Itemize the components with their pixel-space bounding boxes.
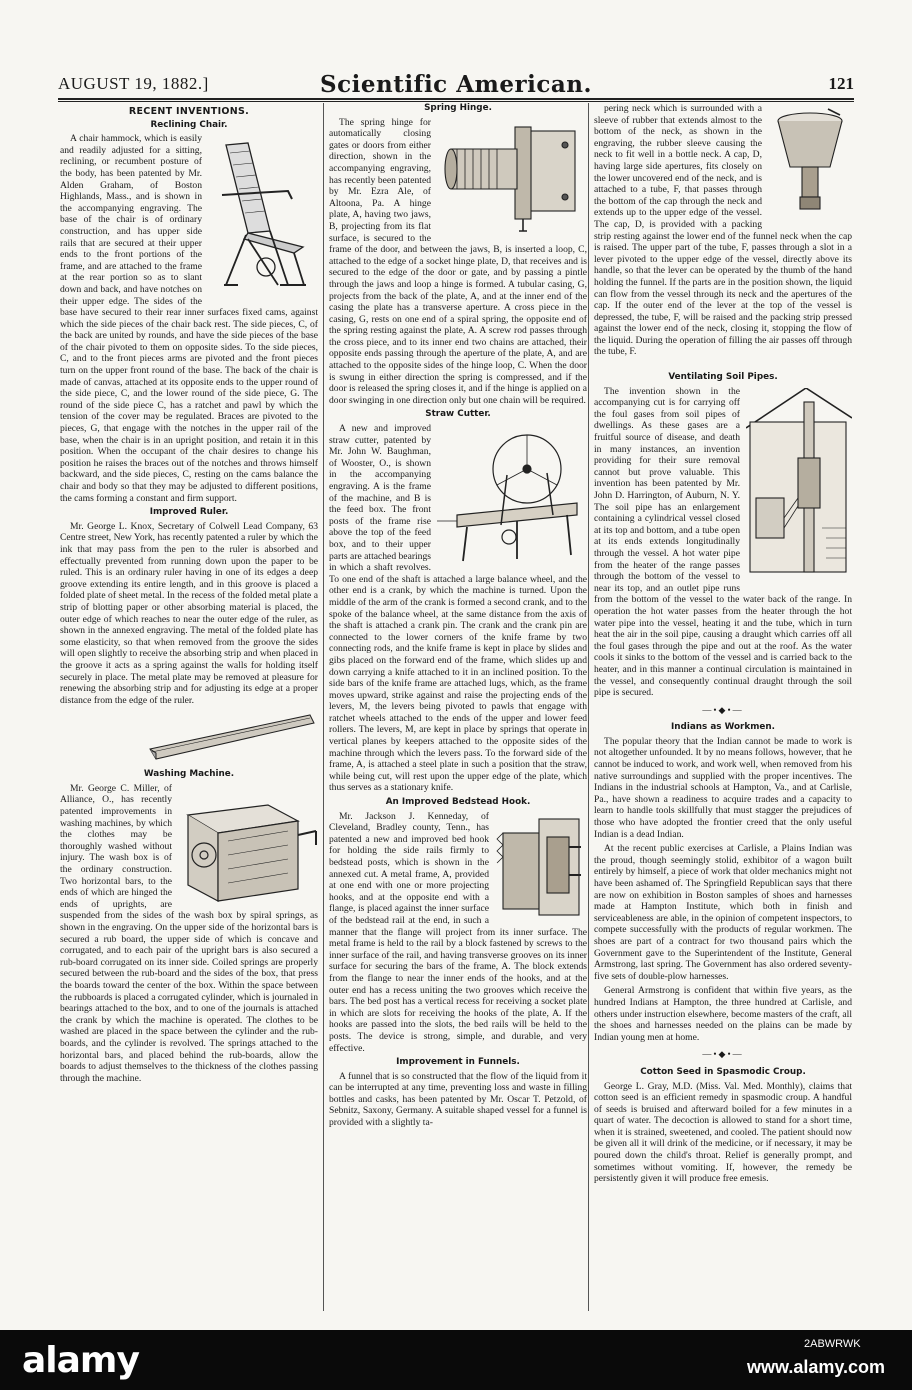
ruler-illustration bbox=[60, 709, 318, 765]
article-body: At the recent public exercises at Carlisle, a Plains Indian was the proud, though seemingly stolid, exhibitor of a wagon built entirely by himself, a piece of work that older mechanics might not have been ashamed of. The Springfield Republican says that there are now on exhibition in Boston samples of shoes and harnesses made at Hampton Institute, which both in finish and serviceableness are able, in the opinion of competent inspectors, to compete successfully with the products of regular workmen. The shoes are part of a contract for two thousand pairs which the Government gave to the Superintendent of the Institute, General Armstrong, last spring. The Government has also ordered seventy-five sets of double-plow harnesses. bbox=[594, 843, 852, 982]
page-header bbox=[58, 71, 854, 98]
article-title: Indians as Workmen. bbox=[671, 722, 775, 733]
column-divider bbox=[323, 103, 324, 1311]
reclining-chair-illustration bbox=[208, 135, 318, 293]
article-body: A chair hammock, which is easily and readily adjusted for a sitting, reclining, or recumbent posture of the body, has been patented by Mr. Alden Graham, of Boston Highlands, Mass., and is shown in the accompanying engraving. The base of the chair is of ordinary construction, and has upper side rails that are secured at their upper ends to the front portions of the frame, and are attached to the frame at the rear portion so as to slant down and back, and have notches on their upper edge. The sides of the base have secured to their rear inner surfaces fixed cams, against which the side pieces of the chair back rest. The side pieces, C, of the back are united by rounds, and have the side pieces of the base of the chair pivoted to them on opposite sides. To the side pieces, C, and to the front pieces arms are pivoted and the front pieces turn on the upper front round of the base. The back of the chair is made of canvas, attached at its opposite ends to the upper round of the side piece, C, and the lower round of the side piece, G. The round of the side piece C, has a ratchet and pawl by which the tension of the cover may be regulated. Braces are pivoted to the pieces, G, that engage with the notches in the upper rail of the base, when the chair is in an upright position, and retain it in this position. When the occupant of the chair desires to change his position he raises the braces out of the notches and throws himself backward, and the side pieces, C, resting on the cams balance the chair and body so that they may be adjusted to different positions, the cams forming a constant and firm support. bbox=[60, 133, 318, 504]
column-2 bbox=[329, 103, 587, 1313]
article-body: The invention shown in the accompanying cut is for carrying off the foul gases from soil pipes of dwellings. As these gases are a fruitful source of disease, and death in many instances, an invention providing for their sure removal cannot but prove valuable. This invention has been patented by Mr. John D. Harrington, of Auburn, N. Y. The soil pipe has an enlargement containing a cylindrical vessel closed at its top and bottom, and a tube open at its ends extends longitudinally through the vessel. A hot water pipe from the heater of the range passes through the bottom of the vessel to near its top, and an outlet pipe runs from the bottom of the vessel to the water back of the range. In operation the hot water passes from the heater through the hot water pipe into the vessel, heating it and the tube, which in turn heat the air in the soil pipe, causing a draught which carries off all the foul gases through the pipe and out at the roof. As the water cools it sinks to the bottom of the vessel and is carried back to the heater, and in this manner a continual circulation is maintained in the vessel, and consequently continual draught through the soil pipe is secured. bbox=[594, 385, 852, 699]
bedstead-hook-illustration bbox=[495, 813, 587, 921]
article-title: An Improved Bedstead Hook. bbox=[385, 797, 531, 808]
article-title: Ventilating Soil Pipes. bbox=[668, 372, 778, 383]
article-body: The popular theory that the Indian cannot be made to work is not altogether unfounded. It by no means follows, however, that he cannot be induced to work, and work well, when removed from his native surroundings and supplied with the proper incentives. The Indians in the industrial schools at Hampton, Va., and at Carlisle, Pa., have shown a readiness to acquire trades and a capacity to learn to handle tools skillfully that must stagger the prejudices of those who have adopted the frontier creed that the only useful Indian is a dead Indian. bbox=[594, 735, 852, 840]
masthead-title: Scientific American. bbox=[319, 71, 593, 98]
image-id: 2ABWRWK bbox=[804, 1338, 861, 1350]
article-body: Mr. Jackson J. Kenneday, of Cleveland, Bradley county, Tenn., has patented a new and improved bed hook for holding the side rails firmly to bedstead posts, which is shown in the annexed cut. A metal frame, A, provided at one end with one or more projecting hooks, and at the opposite end with a flange, is placed against the inner surface of the bedstead rail at the end, in such a manner that the flange will project from its inner surface. The metal frame is held to the rail by a block fastened by screws to the inner surface of the rail, and having transverse grooves on its inner surface for securing the bars of the frame, A. The block extends from the flange to near the inner ends of the hooks, and at the outer end has a recess uniting the two grooves which receive the bars. The bed post has a vertical recess for receiving a socket plate in which are slots for receiving the hooks of the plate, A. If the hooks are passed into the slots, the bed rails will be held to the posts. The device is strong, simple, and durable, and very effective. bbox=[329, 810, 587, 1054]
section-separator: —•◆•— bbox=[702, 1049, 744, 1060]
straw-cutter-illustration bbox=[437, 425, 587, 565]
soil-pipe-illustration bbox=[746, 388, 852, 588]
article-body: pering neck which is surrounded with a sleeve of rubber that extends almost to the bottom of the neck, as shown in the engraving, the rubber sleeve causing the neck to fit well in a bottle neck. A cap, D, having large side apertures, fits closely on the lower uncovered end of the neck, and is attached to a tube, F, that passes through the bottom of the cap through the neck and extends up to the upper edge of the vessel. The cap, D, is provided with a packing strip resting against the lower end of the funnel neck when the cap is raised. The upper part of the tube, F, passes through a slot in a lever pivoted to the upper edge of the vessel, directly above its handle, so that the lever can be operated by the thumb of the hand holding the funnel. If the parts are in the position shown, the liquid can flow from the vessel through its neck and the apertures of the cap. If the outer end of the lever at the top of the vessel is depressed, the tube, F, will be raised and the packing strip pressed against the lower end of the neck, closing it, stopping the flow of the liquid. During the operation of filling the air passes off through the tube, F. bbox=[594, 103, 852, 358]
column-3 bbox=[594, 103, 852, 1313]
article-title: Improvement in Funnels. bbox=[396, 1057, 520, 1068]
article-title: Improved Ruler. bbox=[149, 507, 229, 518]
article-title: Washing Machine. bbox=[143, 769, 235, 780]
article-title: Spring Hinge. bbox=[424, 103, 492, 113]
header-rule bbox=[58, 98, 854, 102]
article-body: A funnel that is so constructed that the flow of the liquid from it can be interrupted at any time, preventing loss and waste in filling bottles and casks, has been patented by Mr. Oscar T. Petzold, of Sebnitz, Saxony, Germany. A suitable shaped vessel for a funnel is provided with a slightly ta- bbox=[329, 1070, 587, 1129]
funnel-illustration bbox=[768, 105, 852, 217]
article-body: The spring hinge for automatically closing gates or doors from either direction, shown in the accompanying engraving, has recently been patented by Mr. Ezra Ale, of Altoona, Pa. A hinge plate, A, having two jaws, B, projecting from its flat surface, is secured to the frame of the door, and between the jaws, B, is inserted a loop, C, attached to the edge of a socket hinge plate, D, that receives and is secured to the edge of the door or gate, and by passing a pintle through the jaws and loop a hinge is formed. A tubular casing, G, projects from the back of the plate, A, and at the inner end of the casing the plate has a transverse aperture. A cross piece in the casing, G, rests on one end of a spiral spring, the opposite end of the spring resting against the plate, A. A screw rod passes through the cross piece, and to its inner end two chains are attached, their opposite ends passing through the aperture of the plate, A, and are attached to the opposite sides of the hinge loop, C. When the door is swung in either direction the spring is compressed, and if the door is released the spring closes it, and if the hinge is applied on a door swinging in one direction only but one chain will be required. bbox=[329, 116, 587, 406]
section-separator: —•◆•— bbox=[702, 704, 744, 715]
column-1 bbox=[60, 103, 318, 1313]
spring-hinge-illustration bbox=[437, 119, 587, 237]
article-title: Reclining Chair. bbox=[150, 119, 228, 130]
article-title: Straw Cutter. bbox=[425, 409, 491, 420]
header-date: AUGUST 19, 1882.] bbox=[58, 74, 209, 93]
footer-url[interactable]: www.alamy.com bbox=[747, 1357, 886, 1377]
article-body: George L. Gray, M.D. (Miss. Val. Med. Monthly), claims that cotton seed is an efficient remedy in spasmodic croup. A handful of seeds is bruised and afterward boiled for a few minutes in a quart of water. The decoction is allowed to stand for a short time, when it is strained, sweetened, and cooled. The patient should now be given all it will drink of the medicine, or if necessary, it may be poured down the child's throat. Relief is generally prompt, and sometimes without vomiting. If, however, the remedy be persistently given it will produce free emesis. bbox=[594, 1080, 852, 1185]
article-title: Cotton Seed in Spasmodic Croup. bbox=[640, 1066, 806, 1077]
article-body: Mr. George C. Miller, of Alliance, O., has recently patented improvements in washing machines, by which the clothes may be thoroughly washed without injury. The wash box is of the ordinary construction. Two horizontal bars, to the ends of which are hinged the ends of uprights, are suspended from the sides of the wash box by spiral springs, as shown in the engraving. On the upper side of the horizontal bars is secured a rub board, the upper side of which is concave and corrugated, and to each pair of the upright bars is also secured a rub-board corrugated on its inner side. Coiled springs are properly secured between the rub-board and the sides of the box, that press the boards toward the center of the box. Within the space between the rubboards is placed a corrugated cylinder, which is journaled in bearings attached to the box, and to one of the journals is attached the crank by which the machine is operated. The clothes to be washed are placed in the space between the cylinder and the rub-boards, and the cylinder is revolved. The springs attached to the horizontal bars, and placed behind the rub-boards, allow the boards to adjust themselves to the thickness of the clothes passing through the machine. bbox=[60, 782, 318, 1084]
article-body: A new and improved straw cutter, patented by Mr. John W. Baughman, of Wooster, O., is shown in the accompanying engraving. A is the frame of the machine, and B is the feed box. The front posts of the frame rise above the top of the feed box, and to their upper parts are attached bearings in which a shaft revolves. To one end of the shaft is attached a large balance wheel, and the other end is a crank, by which the machine is turned. Upon the middle of the arm of the crank is formed a second crank, and to the spoke of the balance wheel, at the same distance from the axis of the shaft is attached a crank pin. The crank and the crank pin are connected to the lower corners of the knife frame by two connecting rods, and the knife frame is kept in place by slides and gibs placed on the forward end of the frame, which slides up and down carrying a knife attached to it in an inclined position. To the side bars of the knife frame are attached lugs, which, as the frame moves upward, strike against and raise the projecting ends of the levers, M, the levers being pivoted to pawls that engage with ratchet wheels attached to the ends of the upper and lower feed rollers. The levers, M, are kept in place by springs that operate in vertical planes by keepers attached to the opposite sides of the machine through which the levers pass. To the forward side of the frame, A, is attached a steel plate in such a position that the straw, while being cut, will rest upon the upper edge of the plate, which thus serves as a stationary knife. bbox=[329, 423, 587, 794]
article-body: Mr. George L. Knox, Secretary of Colwell Lead Company, 63 Centre street, New York, has recently patented a ruler by which the ink that may pass from the pen to the ruler is absorbed and effectually prevented from running down upon the paper to be ruled. This is an ordinary ruler having in one of its edges a deep groove extending its entire length, and in this groove is placed a folded plate of sheet metal. In the recess of the folded metal plate a strip of blotting paper or other absorbing material is placed, the outer edge of which reaches to near the outer edge of the ruler, as shown in the annexed engraving. The metal of the folded plate has some elasticity, so that when removed from the groove the sides will open slightly to receive the absorbing strip and when placed in the groove it acts as a spring against the walls for holding itself securely in place. The metal plate may be removed at pleasure for renewing the absorbing strip and for adjusting its edge at a proper distance from the edge of the ruler. bbox=[60, 520, 318, 706]
alamy-logo: alamy bbox=[22, 1340, 139, 1381]
stock-watermark-footer bbox=[0, 1330, 912, 1390]
section-title: RECENT INVENTIONS. bbox=[128, 106, 250, 117]
washing-machine-illustration bbox=[178, 785, 318, 905]
column-divider bbox=[588, 103, 589, 1311]
page-number: 121 bbox=[828, 74, 854, 93]
article-body: General Armstrong is confident that within five years, as the hundred Indians at Hampton, the three hundred at Carlisle, and others under instruction elsewhere, become masters of the craft, all the shoes and harnesses needed on the plains can be made by Indian young men at home. bbox=[594, 985, 852, 1043]
